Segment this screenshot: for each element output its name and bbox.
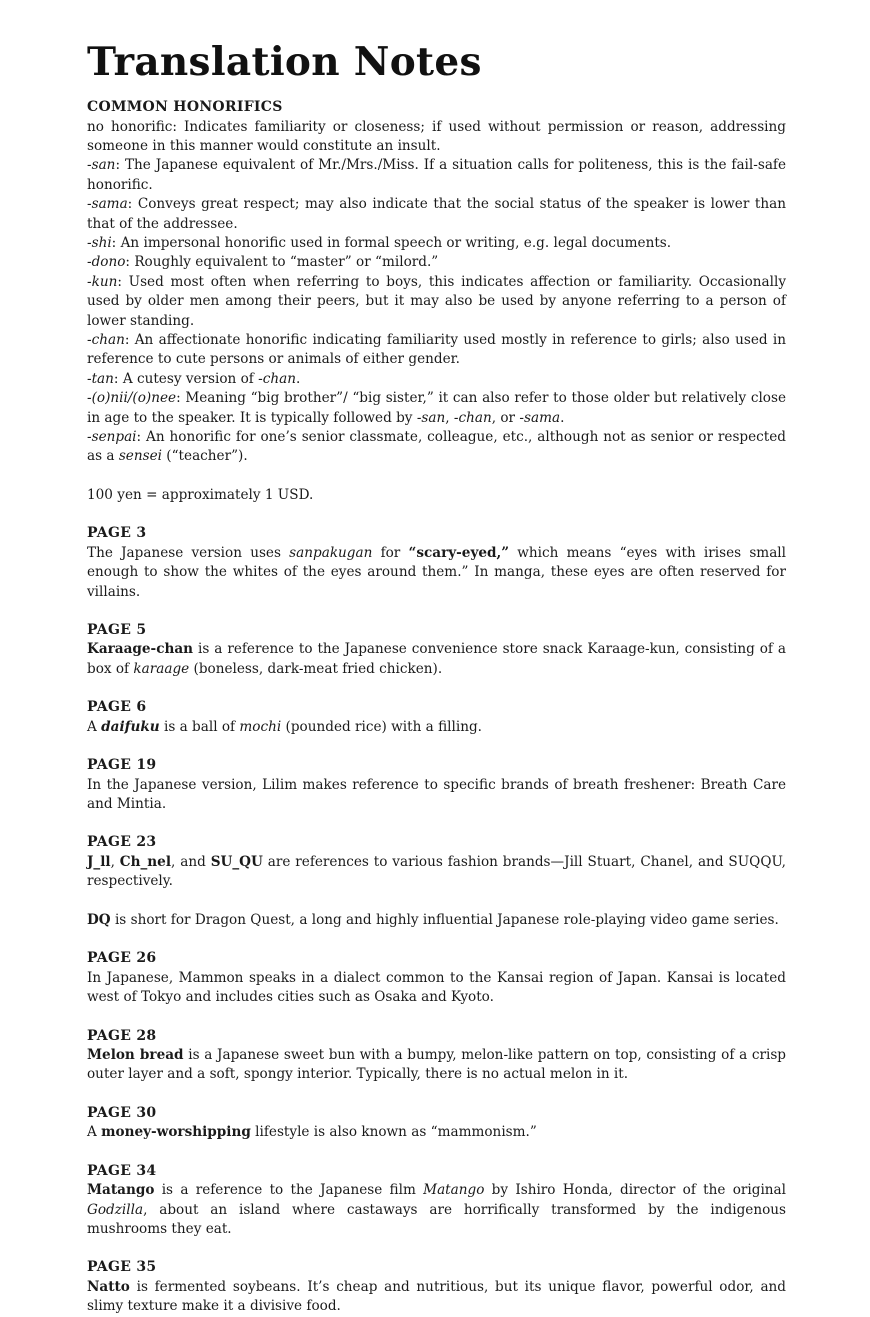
page-note-section xyxy=(87,1104,786,1143)
text-run: is a ball of xyxy=(159,718,240,735)
emphasis-text: sanpakugan xyxy=(289,544,373,561)
page-note-section xyxy=(87,833,786,930)
emphasis-text: SU_QU xyxy=(210,853,263,870)
yen-note-section xyxy=(87,486,786,505)
emphasis-text: Matango xyxy=(423,1182,485,1199)
page-note-paragraph xyxy=(87,718,786,737)
text-run: lifestyle is also known as “mammonism.” xyxy=(250,1124,537,1141)
page-note-paragraph xyxy=(87,911,786,930)
emphasis-text: -shi xyxy=(87,234,112,251)
text-run: , or xyxy=(491,409,520,426)
text-run: : Conveys great respect; may also indicate that the social status of the speaker is lower than that of the addressee. xyxy=(87,196,786,232)
emphasis-text: daifuku xyxy=(101,718,160,735)
emphasis-text: -tan xyxy=(87,370,114,387)
page-note-heading: PAGE 3 xyxy=(87,525,147,542)
emphasis-text: -chan xyxy=(258,370,296,387)
page-notes xyxy=(87,524,786,1317)
page-note-section xyxy=(87,1027,786,1085)
page-note-paragraph xyxy=(87,1123,786,1142)
text-run: (pounded rice) with a filling. xyxy=(281,718,482,735)
honorific-entry xyxy=(87,389,786,428)
page-note-heading: PAGE 26 xyxy=(87,950,157,967)
page-note-paragraph xyxy=(87,1278,786,1317)
emphasis-text: mochi xyxy=(239,718,282,735)
page-note-heading: PAGE 30 xyxy=(87,1104,157,1121)
emphasis-text: Godzilla xyxy=(87,1201,144,1218)
emphasis-text: Ch_nel xyxy=(119,853,171,870)
text-run: : Roughly equivalent to “master” or “milord.” xyxy=(125,254,439,271)
honorific-entry xyxy=(87,195,786,234)
page-note-section xyxy=(87,698,786,737)
text-run: is a reference to the Japanese film xyxy=(154,1182,424,1199)
page-note-heading: PAGE 19 xyxy=(87,757,157,774)
text-run: In Japanese, Mammon speaks in a dialect common to the Kansai region of Japan. Kansai is located west of Tokyo and includes cities such as Osaka and Kyoto. xyxy=(87,969,786,1006)
text-run: is short for Dragon Quest, a long and highly influential Japanese role-playing video game series. xyxy=(110,911,779,928)
text-run: for xyxy=(372,544,409,561)
page-note-heading: PAGE 6 xyxy=(87,699,147,716)
emphasis-text: Karaage-chan xyxy=(87,641,194,658)
emphasis-text: Natto xyxy=(87,1278,130,1295)
text-run: A xyxy=(87,718,102,735)
text-run: : Used most often when referring to boys, this indicates affection or familiarity. Occasionally used by older men among their peers, but it may also be used by anyone referring to a person of lower standing. xyxy=(87,273,786,329)
emphasis-text: money-worshipping xyxy=(101,1124,251,1141)
text-run: (boneless, dark-meat fried chicken). xyxy=(189,660,443,677)
page-note-section xyxy=(87,949,786,1007)
emphasis-text: -dono xyxy=(87,254,126,271)
text-run: . xyxy=(560,409,565,426)
page-note-section xyxy=(87,621,786,679)
emphasis-text: -senpai xyxy=(87,429,137,445)
honorific-entry xyxy=(87,234,786,253)
text-run: In the Japanese version, Lilim makes reference to specific brands of breath freshener: Breath Care and Mintia. xyxy=(87,776,786,813)
text-run: : An honorific for one’s senior classmate, colleague, etc., although not as senior or respected as a xyxy=(87,429,786,465)
paragraph-spacer xyxy=(87,892,786,911)
page-note-heading: PAGE 23 xyxy=(87,834,157,851)
text-run: : A cutesy version of xyxy=(113,370,259,387)
text-run: , xyxy=(445,409,454,426)
page-title: Translation Notes xyxy=(87,39,482,85)
text-run: , about an island where castaways are horrifically transformed by the indigenous mushrooms they eat. xyxy=(87,1201,786,1238)
text-run: is fermented soybeans. It’s cheap and nutritious, but its unique flavor, powerful odor, and slimy texture make it a divisive food. xyxy=(87,1278,786,1315)
honorifics-section xyxy=(87,98,786,467)
emphasis-text: -sama xyxy=(519,409,561,426)
text-run: , and xyxy=(171,853,211,870)
emphasis-text: -chan xyxy=(453,409,492,426)
text-run: which means “eyes with irises small enough to show the whites of the eyes around them.” In manga, these eyes are often reserved for villains. xyxy=(87,544,786,600)
text-run: : An affectionate honorific indicating familiarity used mostly in reference to girls; also used in reference to cute persons or animals of either gender. xyxy=(87,331,786,368)
emphasis-text: -sama xyxy=(87,196,128,213)
emphasis-text: DQ xyxy=(87,911,111,928)
honorific-entry xyxy=(87,253,786,272)
page-note-section xyxy=(87,1258,786,1316)
page-note-paragraph xyxy=(87,1181,786,1239)
emphasis-text: “scary-eyed,” xyxy=(408,544,510,561)
text-run: : Meaning “big brother”/ “big sister,” it can also refer to those older but relatively close in age to the speaker. It is typically followed by xyxy=(87,390,786,426)
text-run: (“teacher”). xyxy=(161,448,248,465)
yen-note: 100 yen = approximately 1 USD. xyxy=(87,486,314,503)
page-note-paragraph xyxy=(87,544,786,602)
text-run: . xyxy=(296,370,301,387)
emphasis-text: Melon bread xyxy=(87,1047,184,1063)
honorific-entry xyxy=(87,156,786,195)
honorific-entry xyxy=(87,370,786,389)
emphasis-text: -kun xyxy=(87,273,118,290)
page-note-section xyxy=(87,524,786,602)
text-run: is a Japanese sweet bun with a bumpy, melon-like pattern on top, consisting of a crisp outer layer and a soft, spongy interior. Typically, there is no actual melon in it. xyxy=(87,1047,787,1083)
honorific-entry xyxy=(87,273,786,331)
text-run: A xyxy=(87,1124,102,1141)
emphasis-text: -(o)nii/(o)nee xyxy=(87,390,177,407)
honorific-entry xyxy=(87,118,786,157)
page-note-heading: PAGE 5 xyxy=(87,621,147,638)
honorifics-heading: COMMON HONORIFICS xyxy=(87,99,283,115)
emphasis-text: J_ll xyxy=(87,853,111,870)
text-run: are references to various fashion brands—Jill Stuart, Chanel, and SUQQU, respectively. xyxy=(87,853,787,890)
page-note-heading: PAGE 34 xyxy=(87,1162,157,1179)
text-run: : An impersonal honorific used in formal speech or writing, e.g. legal documents. xyxy=(111,234,672,251)
emphasis-text: Matango xyxy=(87,1182,155,1199)
page-note-section xyxy=(87,756,786,814)
emphasis-text: -san xyxy=(416,409,446,426)
page-note-section xyxy=(87,1162,786,1240)
text-run: , xyxy=(110,853,120,870)
emphasis-text: karaage xyxy=(133,660,190,677)
page-note-heading: PAGE 28 xyxy=(87,1027,157,1044)
text-run: by Ishiro Honda, director of the original xyxy=(484,1182,786,1199)
page-note-paragraph xyxy=(87,853,786,892)
text-run: The Japanese version uses xyxy=(87,544,290,561)
emphasis-text: -san xyxy=(87,157,116,174)
page-note-paragraph xyxy=(87,1046,786,1085)
honorifics-list xyxy=(87,118,786,467)
honorific-entry xyxy=(87,331,786,370)
honorific-entry xyxy=(87,428,786,467)
page-note-paragraph xyxy=(87,969,786,1008)
page-note-paragraph xyxy=(87,640,786,679)
text-run: no honorific: Indicates familiarity or closeness; if used without permission or reason, addressing someone in this manner would constitute an insult. xyxy=(87,118,786,154)
page-note-heading: PAGE 35 xyxy=(87,1259,157,1276)
text-run: is a reference to the Japanese convenience store snack Karaage-kun, consisting of a box of xyxy=(87,641,786,677)
emphasis-text: sensei xyxy=(118,448,162,465)
text-run: : The Japanese equivalent of Mr./Mrs./Miss. If a situation calls for politeness, this is the fail-safe honorific. xyxy=(87,157,786,193)
page-note-paragraph xyxy=(87,776,786,815)
emphasis-text: -chan xyxy=(87,331,125,348)
